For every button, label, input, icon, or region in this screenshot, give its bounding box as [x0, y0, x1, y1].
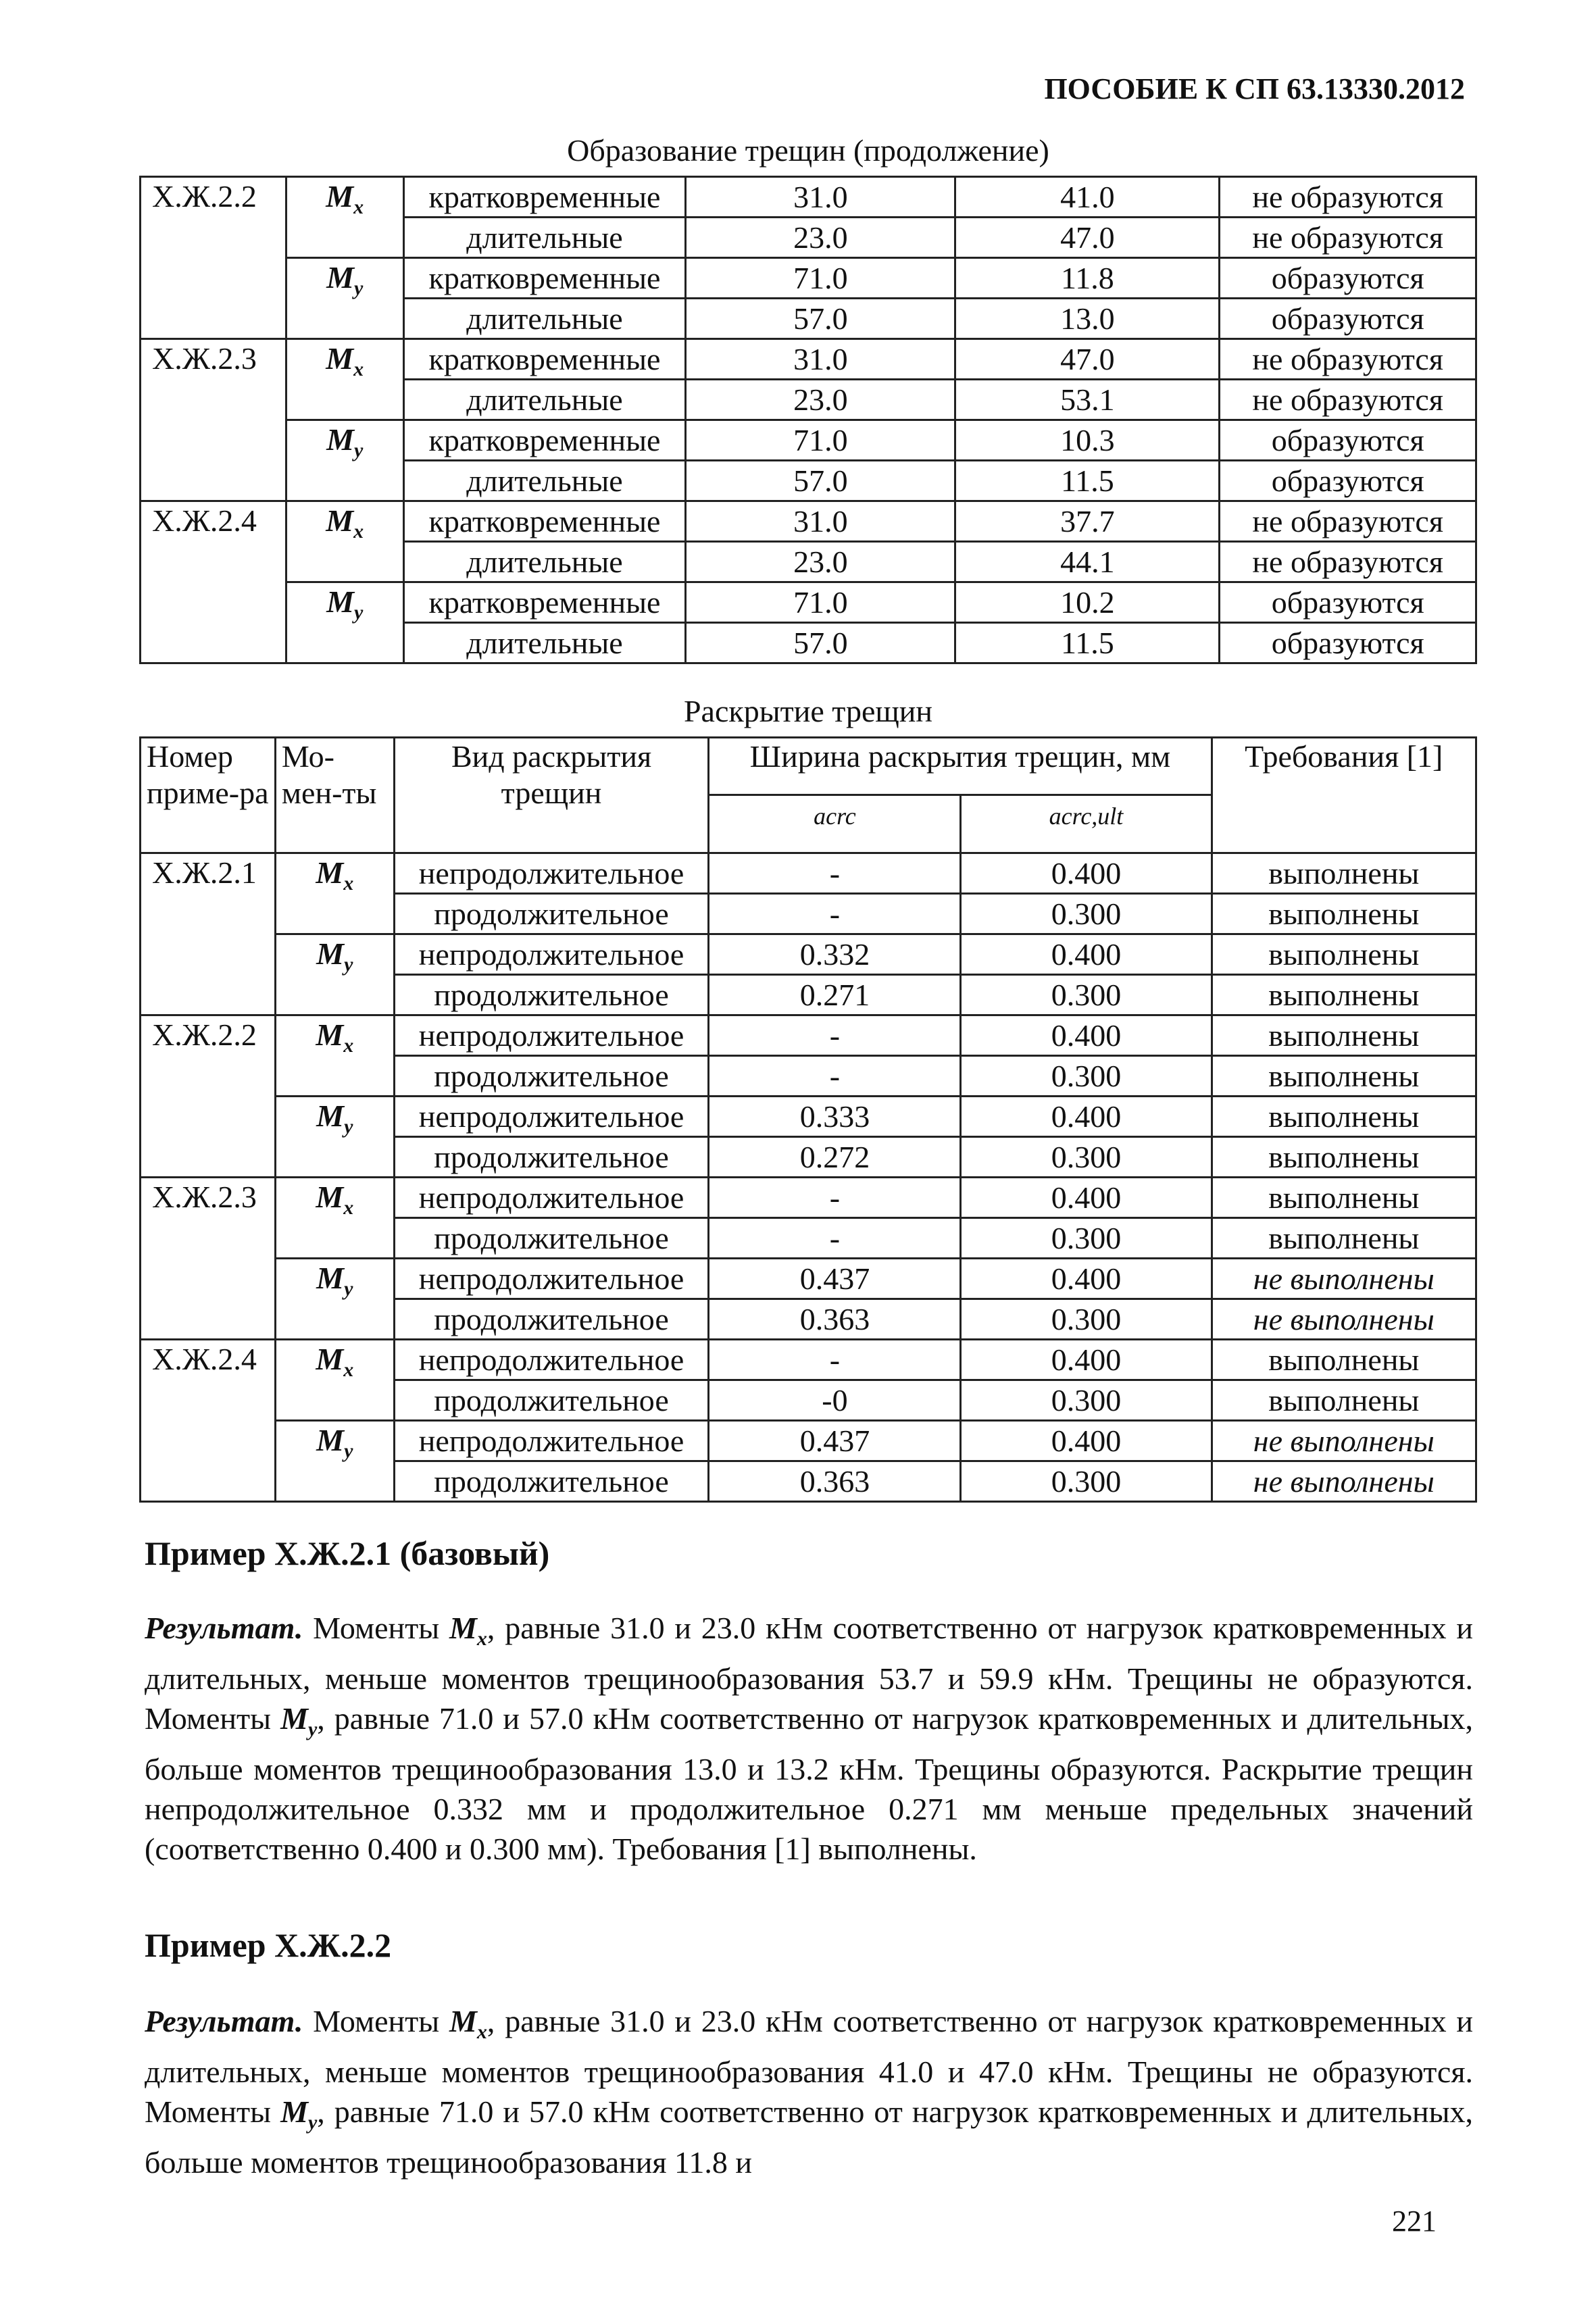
moment-symbol: $M_y$	[280, 2094, 318, 2134]
moment-value: 31.0	[686, 339, 955, 380]
moment-symbol: $M_y$	[275, 1097, 394, 1178]
requirement-status: не выполнены	[1212, 1421, 1476, 1461]
opening-type: продолжительное	[394, 1056, 709, 1097]
example-number: Х.Ж.2.2	[141, 1015, 276, 1178]
load-type: кратковременные	[403, 420, 686, 461]
crack-width-acrc: 0.333	[709, 1097, 961, 1137]
table-row	[141, 934, 1476, 975]
moment-value: 57.0	[686, 299, 955, 339]
requirement-status: не выполнены	[1212, 1299, 1476, 1340]
table-row	[141, 1015, 1476, 1056]
table-row	[141, 177, 1476, 218]
cracking-moment: 11.5	[955, 461, 1220, 501]
opening-type: продолжительное	[394, 1218, 709, 1259]
moment-symbol: $M_x$	[286, 339, 403, 420]
crack-width-ult: 0.400	[961, 1421, 1212, 1461]
requirement-status: выполнены	[1212, 1056, 1476, 1097]
result-label: Результат.	[145, 1611, 303, 1645]
requirement-status: выполнены	[1212, 1137, 1476, 1178]
crack-status: не образуются	[1220, 339, 1476, 380]
moment-value: 23.0	[686, 542, 955, 582]
crack-width-acrc: -	[709, 1015, 961, 1056]
table-row	[141, 1421, 1476, 1461]
opening-type: продолжительное	[394, 1137, 709, 1178]
load-type: длительные	[403, 461, 686, 501]
example1-paragraph: Результат. Моменты $M_x$, равные 31.0 и 23.0 кНм соответственно от нагрузок кратковременных и длительных, меньше моментов трещинообразования 53.7 и 59.9 кНм. Трещины не образуются. Моменты $M_y$, равные 71.0 и 57.0 кНм соответственно от нагрузок кратковременных и длительных, больше моментов трещинообразования 13.0 и 13.2 кНм. Трещины образуются. Раскрытие трещин непродолжительное 0.332 мм и продолжительное 0.271 мм меньше предельных значений (соответственно 0.400 и 0.300 мм). Требования [1] выполнены.	[145, 1611, 1474, 1867]
crack-width-acrc: -	[709, 1056, 961, 1097]
crack-status: не образуются	[1220, 218, 1476, 258]
crack-width-ult: 0.300	[961, 1461, 1212, 1502]
moment-symbol: $M_x$	[275, 1340, 394, 1421]
load-type: кратковременные	[403, 582, 686, 623]
crack-width-acrc: -	[709, 1218, 961, 1259]
opening-type: непродолжительное	[394, 1097, 709, 1137]
opening-type: непродолжительное	[394, 1178, 709, 1218]
opening-type: непродолжительное	[394, 934, 709, 975]
cracking-moment: 10.2	[955, 582, 1220, 623]
requirement-status: выполнены	[1212, 1097, 1476, 1137]
crack-status: образуются	[1220, 461, 1476, 501]
moment-symbol: $M_y$	[286, 582, 403, 663]
example2-paragraph: Результат. Моменты $M_x$, равные 31.0 и 23.0 кНм соответственно от нагрузок кратковременных и длительных, меньше моментов трещинообразования 41.0 и 47.0 кНм. Трещины не образуются. Моменты $M_y$, равные 71.0 и 57.0 кНм соответственно от нагрузок кратковременных и длительных, больше моментов трещинообразования 11.8 и	[145, 2004, 1474, 2180]
load-type: длительные	[403, 299, 686, 339]
example2-heading: Пример Х.Ж.2.2	[145, 1926, 392, 1964]
header-crack-width: Ширина раскрытия трещин, мм	[709, 738, 1212, 795]
table-row	[141, 582, 1476, 623]
moment-symbol: $M_y$	[275, 934, 394, 1015]
crack-status: не образуются	[1220, 177, 1476, 218]
requirement-status: выполнены	[1212, 1218, 1476, 1259]
crack-width-ult: 0.300	[961, 894, 1212, 934]
table-row	[141, 1259, 1476, 1299]
crack-width-ult: 0.300	[961, 1218, 1212, 1259]
example-number: Х.Ж.2.2	[141, 177, 286, 339]
moment-value: 57.0	[686, 461, 955, 501]
crack-opening-table	[139, 736, 1477, 1503]
moment-symbol: $M_x$	[275, 1178, 394, 1259]
moment-symbol: $M_y$	[286, 258, 403, 339]
crack-formation-table	[139, 176, 1477, 664]
cracking-moment: 13.0	[955, 299, 1220, 339]
crack-width-ult: 0.300	[961, 975, 1212, 1015]
crack-status: не образуются	[1220, 501, 1476, 542]
crack-width-acrc: -	[709, 894, 961, 934]
requirement-status: выполнены	[1212, 1015, 1476, 1056]
crack-width-ult: 0.400	[961, 1259, 1212, 1299]
opening-type: непродолжительное	[394, 1340, 709, 1380]
crack-width-ult: 0.300	[961, 1056, 1212, 1097]
example-number: Х.Ж.2.1	[141, 853, 276, 1015]
cracking-moment: 11.8	[955, 258, 1220, 299]
opening-type: продолжительное	[394, 1461, 709, 1502]
load-type: длительные	[403, 380, 686, 420]
moment-value: 23.0	[686, 218, 955, 258]
crack-width-acrc: 0.363	[709, 1299, 961, 1340]
moment-symbol: $M_y$	[286, 420, 403, 501]
opening-type: непродолжительное	[394, 1015, 709, 1056]
crack-width-ult: 0.400	[961, 934, 1212, 975]
opening-type: продолжительное	[394, 1380, 709, 1421]
crack-width-ult: 0.300	[961, 1380, 1212, 1421]
cracking-moment: 47.0	[955, 339, 1220, 380]
moment-symbol: $M_x$	[286, 177, 403, 258]
moment-symbol: $M_y$	[275, 1421, 394, 1502]
moment-symbol: $M_x$	[275, 853, 394, 934]
crack-width-ult: 0.400	[961, 853, 1212, 894]
crack-status: образуются	[1220, 582, 1476, 623]
example1-heading: Пример Х.Ж.2.1 (базовый)	[145, 1534, 550, 1572]
crack-width-ult: 0.300	[961, 1137, 1212, 1178]
crack-width-ult: 0.400	[961, 1340, 1212, 1380]
moment-value: 31.0	[686, 501, 955, 542]
example-number: Х.Ж.2.3	[141, 1178, 276, 1340]
table-row	[141, 853, 1476, 894]
cracking-moment: 10.3	[955, 420, 1220, 461]
header-example-number: Номер приме-ра	[141, 738, 276, 853]
cracking-moment: 44.1	[955, 542, 1220, 582]
load-type: кратковременные	[403, 501, 686, 542]
moment-symbol: $M_y$	[280, 1701, 318, 1741]
header-acrc: acrc	[709, 795, 961, 853]
moment-value: 57.0	[686, 623, 955, 663]
moment-value: 31.0	[686, 177, 955, 218]
table1-caption: Образование трещин (продолжение)	[567, 133, 1049, 168]
table-row	[141, 501, 1476, 542]
moment-symbol: $M_x$	[449, 2004, 487, 2044]
opening-type: продолжительное	[394, 975, 709, 1015]
crack-width-ult: 0.300	[961, 1299, 1212, 1340]
crack-status: образуются	[1220, 299, 1476, 339]
cracking-moment: 41.0	[955, 177, 1220, 218]
crack-width-acrc: 0.332	[709, 934, 961, 975]
crack-width-acrc: -	[709, 1178, 961, 1218]
load-type: длительные	[403, 218, 686, 258]
result-label: Результат.	[145, 2004, 303, 2038]
crack-width-acrc: 0.437	[709, 1421, 961, 1461]
crack-status: образуются	[1220, 623, 1476, 663]
table2-caption: Раскрытие трещин	[683, 694, 933, 728]
moment-value: 71.0	[686, 582, 955, 623]
load-type: кратковременные	[403, 258, 686, 299]
example-number: Х.Ж.2.4	[141, 501, 286, 663]
opening-type: непродолжительное	[394, 1421, 709, 1461]
table-row	[141, 339, 1476, 380]
moment-symbol: $M_x$	[275, 1015, 394, 1097]
crack-width-acrc: -	[709, 853, 961, 894]
opening-type: продолжительное	[394, 1299, 709, 1340]
crack-width-ult: 0.400	[961, 1097, 1212, 1137]
header-acrc-ult: acrc,ult	[961, 795, 1212, 853]
moment-value: 71.0	[686, 258, 955, 299]
example-number: Х.Ж.2.4	[141, 1340, 276, 1502]
requirement-status: не выполнены	[1212, 1259, 1476, 1299]
header-moments: Мо-мен-ты	[275, 738, 394, 853]
moment-symbol: $M_x$	[286, 501, 403, 582]
requirement-status: выполнены	[1212, 1340, 1476, 1380]
requirement-status: выполнены	[1212, 894, 1476, 934]
page-number: 221	[1392, 2205, 1437, 2238]
requirement-status: выполнены	[1212, 853, 1476, 894]
opening-type: непродолжительное	[394, 853, 709, 894]
load-type: кратковременные	[403, 339, 686, 380]
crack-width-acrc: -0	[709, 1380, 961, 1421]
crack-width-acrc: 0.272	[709, 1137, 961, 1178]
table-row	[141, 420, 1476, 461]
header-opening-type: Вид раскрытия трещин	[394, 738, 709, 853]
moment-value: 71.0	[686, 420, 955, 461]
opening-type: продолжительное	[394, 894, 709, 934]
requirement-status: выполнены	[1212, 1178, 1476, 1218]
load-type: длительные	[403, 542, 686, 582]
crack-status: образуются	[1220, 420, 1476, 461]
crack-width-acrc: 0.363	[709, 1461, 961, 1502]
crack-status: не образуются	[1220, 542, 1476, 582]
requirement-status: выполнены	[1212, 975, 1476, 1015]
load-type: длительные	[403, 623, 686, 663]
header-requirements: Требования [1]	[1212, 738, 1476, 853]
cracking-moment: 37.7	[955, 501, 1220, 542]
crack-status: образуются	[1220, 258, 1476, 299]
requirement-status: выполнены	[1212, 1380, 1476, 1421]
crack-width-ult: 0.400	[961, 1015, 1212, 1056]
load-type: кратковременные	[403, 177, 686, 218]
crack-width-acrc: 0.437	[709, 1259, 961, 1299]
moment-symbol: $M_y$	[275, 1259, 394, 1340]
requirement-status: выполнены	[1212, 934, 1476, 975]
crack-status: не образуются	[1220, 380, 1476, 420]
opening-type: непродолжительное	[394, 1259, 709, 1299]
page-header: ПОСОБИЕ К СП 63.13330.2012	[1044, 72, 1465, 105]
cracking-moment: 47.0	[955, 218, 1220, 258]
crack-width-acrc: -	[709, 1340, 961, 1380]
requirement-status: не выполнены	[1212, 1461, 1476, 1502]
crack-width-ult: 0.400	[961, 1178, 1212, 1218]
table-row	[141, 258, 1476, 299]
crack-width-acrc: 0.271	[709, 975, 961, 1015]
table-row	[141, 1340, 1476, 1380]
moment-value: 23.0	[686, 380, 955, 420]
moment-symbol: $M_x$	[449, 1611, 487, 1651]
cracking-moment: 11.5	[955, 623, 1220, 663]
example-number: Х.Ж.2.3	[141, 339, 286, 501]
table-row	[141, 1178, 1476, 1218]
cracking-moment: 53.1	[955, 380, 1220, 420]
table-row	[141, 1097, 1476, 1137]
